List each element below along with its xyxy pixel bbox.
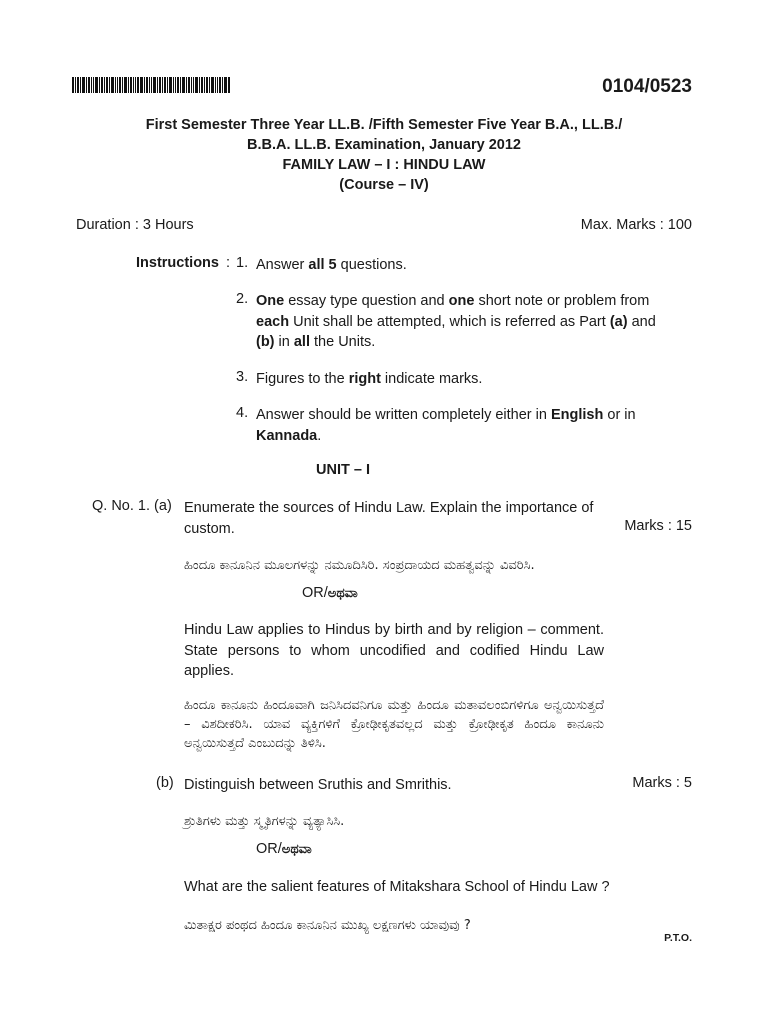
instruction-number: 4. <box>236 405 249 421</box>
question-1a-text: Enumerate the sources of Hindu Law. Explain the importance of custom. <box>184 500 594 537</box>
question-1b-alt-text: What are the salient features of Mitakshara School of Hindu Law ? <box>184 879 610 895</box>
duration: Duration : 3 Hours <box>76 217 194 233</box>
page-turn-indicator: P.T.O. <box>664 932 692 944</box>
instruction-number: 3. <box>236 369 249 385</box>
subject-title: FAMILY LAW – I : HINDU LAW <box>282 157 486 173</box>
or-separator: OR/ಅಥವಾ <box>302 585 358 601</box>
exam-title-line1: First Semester Three Year LL.B. /Fifth Semester Five Year B.A., LL.B./ <box>145 117 623 133</box>
paper-code: 0104/0523 <box>602 76 692 97</box>
question-1b-text: Distinguish between Sruthis and Smrithis. <box>184 777 452 793</box>
instruction-4: Answer should be written completely either in English or in Kannada. <box>256 407 636 444</box>
exam-title-line2: B.B.A. LL.B. Examination, January 2012 <box>247 137 521 153</box>
instruction-number: 2. <box>236 291 249 307</box>
barcode-image <box>72 77 230 93</box>
instructions-colon: : <box>226 255 231 271</box>
instruction-number: 1. <box>236 255 249 271</box>
question-1b-alt-kannada: ಮಿತಾಕ್ಷರ ಪಂಥದ ಹಿಂದೂ ಕಾನೂನಿನ ಮುಖ್ಯ ಲಕ್ಷಣಗಳು ಯಾವುವು ? <box>184 918 471 933</box>
question-1a-marks: Marks : 15 <box>624 518 692 534</box>
question-1b-kannada: ಶ್ರುತಿಗಳು ಮತ್ತು ಸ್ಮೃತಿಗಳನ್ನು ವ್ಯತ್ಯಾಸಿಸಿ. <box>184 814 345 829</box>
meta-row <box>76 217 692 233</box>
question-label: Q. No. 1. (a) <box>92 498 172 514</box>
instructions-label: Instructions <box>136 255 219 271</box>
max-marks: Max. Marks : 100 <box>580 217 692 233</box>
course-title: (Course – IV) <box>339 177 429 193</box>
instruction-3: Figures to the right indicate marks. <box>256 371 483 387</box>
question-1b-marks: Marks : 5 <box>632 775 692 791</box>
question-1a-kannada: ಹಿಂದೂ ಕಾನೂನಿನ ಮೂಲಗಳನ್ನು ನಮೂದಿಸಿರಿ. ಸಂಪ್ರದಾಯದ ಮಹತ್ವವನ್ನು ವಿವರಿಸಿ. <box>184 558 535 573</box>
instruction-2: One essay type question and one short note or problem from each Unit shall be attempted, which is referred as Part (a) and (b) in all the Units. <box>256 293 656 350</box>
question-1a-alt-text: Hindu Law applies to Hindus by birth and by religion – comment. State persons to whom uncodified and codified Hindu Law applies. <box>184 622 604 679</box>
question-1a-alt-kannada: ಹಿಂದೂ ಕಾನೂನು ಹಿಂದೂವಾಗಿ ಜನಿಸಿದವನಿಗೂ ಮತ್ತು ಹಿಂದೂ ಮತಾವಲಂಬಿಗಳಿಗೂ ಅನ್ವಯಿಸುತ್ತದೆ – ವಿಶದೀಕರಿಸಿ. ಯಾವ ವ್ಯಕ್ತಿಗಳಿಗೆ ಕ್ರೋಢೀಕೃತವಲ್ಲದ ಮತ್ತು ಕ್ರೋಢೀಕೃತ ಹಿಂದೂ ಕಾನೂನು ಅನ್ವಯಿಸುತ್ತದೆ ಎಂಬುದನ್ನು ತಿಳಿಸಿ. <box>184 698 604 751</box>
question-1b-label: (b) <box>156 775 174 791</box>
instruction-1: Answer all 5 questions. <box>256 257 407 273</box>
or-separator: OR/ಅಥವಾ <box>256 841 312 857</box>
unit-title: UNIT – I <box>316 462 370 478</box>
